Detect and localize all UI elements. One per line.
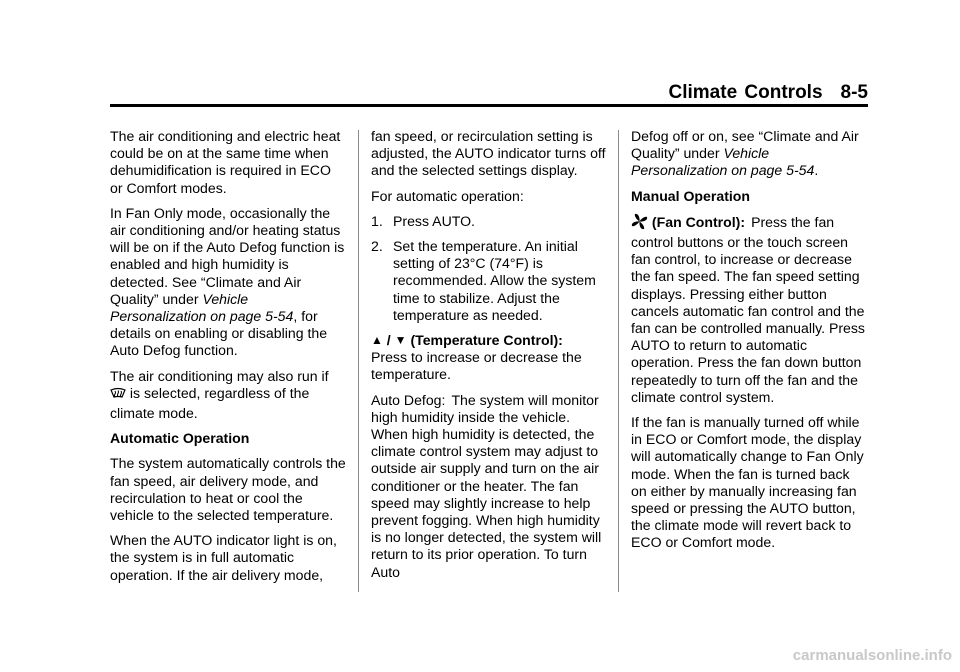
paragraph: The system automatically controls the fan speed, air delivery mode, and recirculation to heat or cool the vehicle to the selected temperature.: [110, 455, 346, 524]
column-3: [631, 128, 867, 560]
control-label: Auto Defog:: [371, 391, 446, 408]
paragraph: When the AUTO indicator light is on, the system is in full automatic operation. If the air delivery mode,: [110, 532, 337, 583]
page-number: 8-5: [840, 82, 868, 103]
page-reference-link[interactable]: Vehicle Personalization on page 5-54: [110, 290, 294, 325]
paragraph: fan speed, or recirculation setting is adjusted, the AUTO indicator turns off and the selected settings display.: [371, 128, 606, 179]
control-label: (Fan Control):: [651, 213, 746, 230]
paragraph: The air conditioning and electric heat could be on at the same time when dehumidification is required in ECO or Comfort modes.: [110, 128, 341, 196]
column-2: [371, 128, 607, 589]
triangle-down-icon: ▼: [394, 333, 407, 348]
section-heading: Automatic Operation: [110, 430, 250, 447]
auto-defog-paragraph: Auto Defog: The system will monitor high humidity inside the vehicle. When high humidity is detected, the climate control system may adjust to outside air supply and turn on the air conditioner or the heater. The fan speed may slightly increase to help prevent fogging. When high humidity is no longer detected, the system will return to its prior operation. To turn Auto: [371, 391, 602, 580]
steps-list: [371, 213, 607, 324]
paragraph: The air conditioning may also run if is selected, regardless of the climate mode.: [110, 367, 329, 422]
column-divider: [358, 130, 359, 592]
fan-control-paragraph: (Fan Control): Press the fan control buttons or the touch screen fan control, to increase or decrease the fan speed. The fan speed setting displays. Pressing either button cancels automatic fan control and the fan can be controlled manually. Press AUTO to return to automatic operation. Press the fan down button repeatedly to turn off the fan and the climate control system.: [631, 213, 865, 405]
control-label: (Temperature Control):: [410, 332, 563, 349]
temperature-control-paragraph: ▲ / ▼ (Temperature Control): Press to increase or decrease the temperature.: [371, 332, 582, 383]
section-heading: Manual Operation: [631, 187, 751, 204]
paragraph: In Fan Only mode, occasionally the air conditioning and/or heating status will be on if the Auto Defog function is enabled and high humidity is detected. See “Climate and Air Quality” under Vehicle Personalization on page 5-54, for details on enabling or disabling the Auto Defog function.: [110, 204, 345, 359]
page-header: [110, 82, 868, 104]
list-item: 2. Set the temperature. An initial setting of 23°C (74°F) is recommended. Allow the system time to stabilize. Adjust the temperature as needed.: [371, 238, 596, 323]
list-item: 1. Press AUTO.: [371, 212, 475, 229]
column-divider: [618, 130, 619, 592]
triangle-up-icon: ▲: [371, 333, 383, 348]
paragraph: Defog off or on, see “Climate and Air Quality” under Vehicle Personalization on page 5-54.: [631, 128, 859, 179]
section-title: Climate Controls: [668, 82, 823, 103]
header-rule: [110, 104, 868, 107]
column-1: [110, 128, 346, 592]
watermark: carmanualsonline.info: [792, 647, 952, 664]
paragraph: If the fan is manually turned off while in ECO or Comfort mode, the display will automatically change to Fan Only mode. When the fan is turned back on either by manually increasing fan speed or pressing the AUTO button, the climate mode will revert back to ECO or Comfort mode.: [631, 414, 864, 551]
page-reference-link[interactable]: Vehicle Personalization on page 5-54: [631, 145, 815, 179]
fan-icon: [631, 213, 648, 234]
windshield-defrost-icon: [110, 387, 126, 405]
paragraph: For automatic operation:: [371, 187, 524, 204]
